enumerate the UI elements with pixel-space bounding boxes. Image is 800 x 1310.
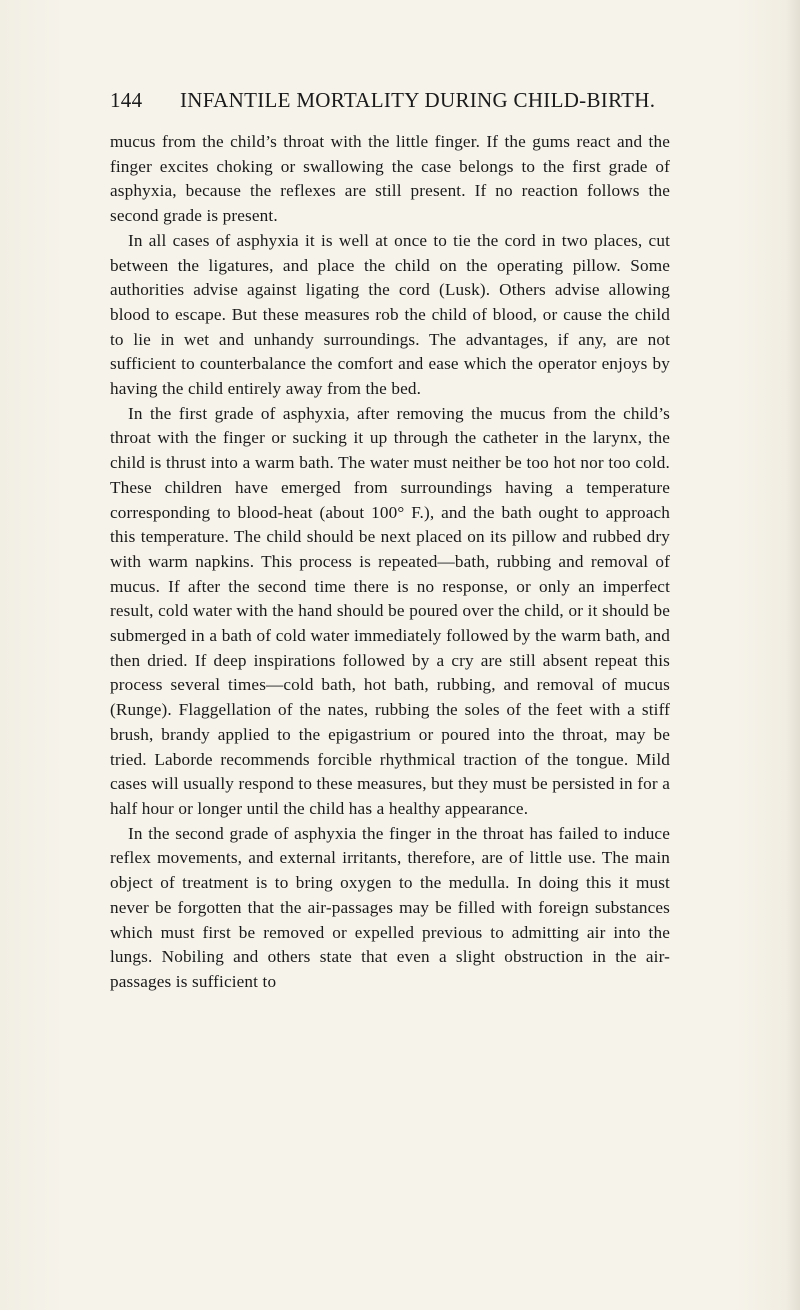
paragraph-second-grade-treatment: In the second grade of asphyxia the finger in the throat has failed to induce reflex movements, and external irritants, therefore, are of little use. The main object of treatment is to bring oxygen to the medulla. In doing this it must never be forgotten that the air-passages may be filled with foreign substances which must first be removed or expelled previous to admitting air into the lungs. Nobiling and others state that even a slight obstruction in the air-passages is sufficient to	[110, 823, 670, 991]
page-number: 144	[110, 88, 143, 112]
running-head: INFANTILE MORTALITY DURING CHILD-BIRTH.	[180, 88, 656, 112]
paragraph-first-grade-treatment: In the first grade of asphyxia, after removing the mucus from the child’s throat with the finger or sucking it up through the catheter in the larynx, the child is thrust into a warm bath. The water must neither be too hot nor too cold. These children have emerged from surroundings having a temperature corresponding to blood-heat (about 100° F.), and the bath ought to approach this temperature. The child should be next placed on its pillow and rubbed dry with warm napkins. This process is repeated—bath, rubbing and removal of mucus. If after the second time there is no response, or only an imperfect result, cold water with the hand should be poured over the child, or it should be submerged in a bath of cold water immediately followed by the warm bath, and then dried. If deep inspirations followed by a cry are still absent repeat this process several times—cold bath, hot bath, rubbing, and removal of mucus (Runge). Flaggellation of the nates, rubbing the soles of the feet with a stiff brush, brandy applied to the epigastrium or poured into the throat, may be tried. Laborde recommends forcible rhythmical traction of the tongue. Mild cases will usually respond to these measures, but they must be persisted in for a half hour or longer until the child has a healthy appearance.	[110, 403, 670, 818]
body-text	[110, 130, 670, 995]
page-header	[110, 88, 670, 118]
paragraph-cord-ligature: In all cases of asphyxia it is well at once to tie the cord in two places, cut between the ligatures, and place the child on the operating pillow. Some authorities advise against ligating the cord (Lusk). Others advise allowing blood to escape. But these measures rob the child of blood, or cause the child to lie in wet and unhandy surroundings. The advantages, if any, are not sufficient to counterbalance the comfort and ease which the operator enjoys by having the child entirely away from the bed.	[110, 230, 670, 399]
paragraph-continued: mucus from the child’s throat with the little finger. If the gums react and the finger excites choking or swallowing the case belongs to the first grade of asphyxia, because the reflexes are still present. If no reaction follows the second grade is present.	[110, 132, 670, 226]
page-edge-shadow	[786, 0, 800, 1310]
